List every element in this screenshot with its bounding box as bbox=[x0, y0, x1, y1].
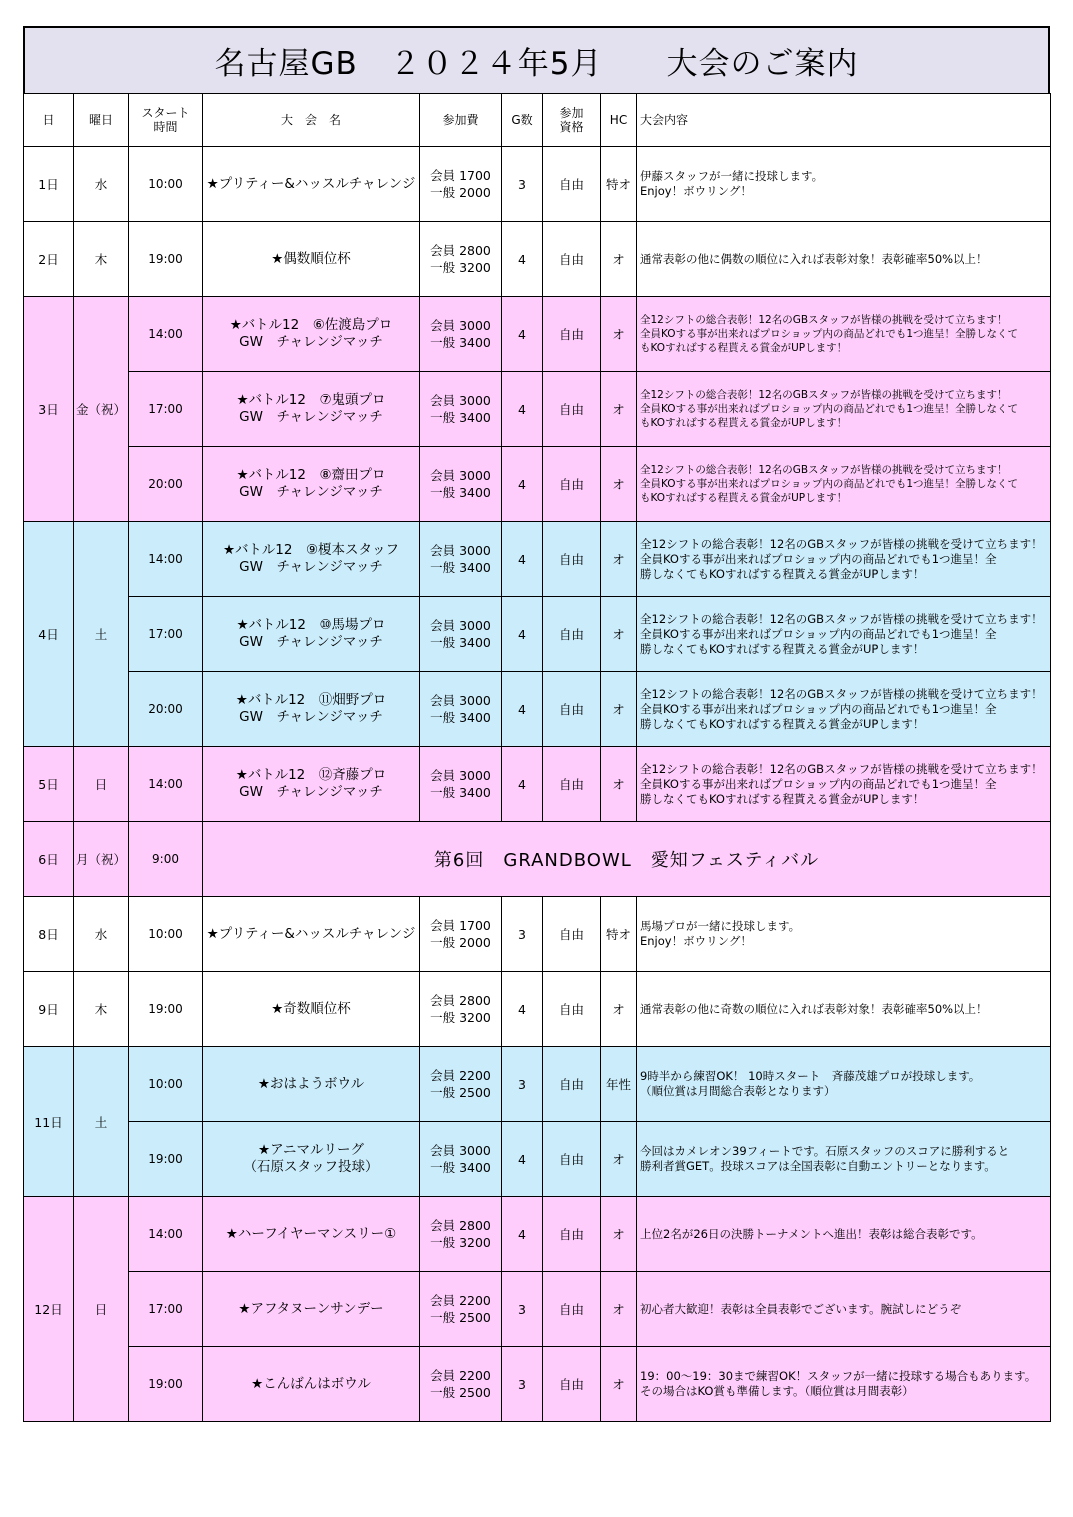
fee-cell bbox=[420, 222, 502, 297]
description-line: 全員KOする事が出来ればプロショップ内の商品どれでも1つ進呈！全 bbox=[640, 701, 997, 716]
hc-cell: オ bbox=[601, 972, 637, 1047]
description-line: 勝しなくてもKOすればする程貰える賞金がUPします！ bbox=[640, 716, 925, 731]
qualification-cell: 自由 bbox=[543, 597, 601, 672]
description-line: 全12シフトの総合表彰！12名のGBスタッフが皆様の挑戦を受けて立ちます！ bbox=[640, 314, 1008, 326]
start-time-cell: 10:00 bbox=[129, 897, 203, 972]
description-cell bbox=[637, 1047, 1051, 1122]
description-line: Enjoy！ボウリング！ bbox=[640, 184, 752, 198]
tournament-name-line2: GW チャレンジマッチ bbox=[239, 559, 383, 575]
member-fee: 会員 3000 bbox=[430, 543, 491, 558]
table-row bbox=[24, 1272, 1051, 1347]
tournament-name-cell bbox=[203, 522, 420, 597]
tournament-name-line1: ★バトル12 ⑦鬼頭プロ bbox=[236, 392, 386, 408]
weekday-cell: 水 bbox=[74, 147, 129, 222]
member-fee: 会員 2800 bbox=[430, 243, 491, 258]
tournament-name-line1: ★ハーフイヤーマンスリー① bbox=[225, 1225, 397, 1242]
fee-cell bbox=[420, 672, 502, 747]
general-fee: 一般 3400 bbox=[430, 785, 491, 800]
description-cell bbox=[637, 522, 1051, 597]
start-time-cell: 20:00 bbox=[129, 672, 203, 747]
general-fee: 一般 3200 bbox=[430, 1235, 491, 1250]
day-cell: 1日 bbox=[24, 147, 74, 222]
fee-cell bbox=[420, 1347, 502, 1422]
day-cell: 4日 bbox=[24, 522, 74, 747]
games-cell: 3 bbox=[502, 1272, 543, 1347]
description-cell bbox=[637, 222, 1051, 297]
description-cell bbox=[637, 597, 1051, 672]
tournament-name-cell bbox=[203, 297, 420, 372]
games-cell: 4 bbox=[502, 1122, 543, 1197]
qualification-cell: 自由 bbox=[543, 1122, 601, 1197]
page-title: 名古屋GB ２０２４年5月 大会のご案内 bbox=[23, 26, 1050, 95]
tournament-name-line1: ★バトル12 ⑧齋田プロ bbox=[236, 467, 386, 483]
description-line: 全12シフトの総合表彰！12名のGBスタッフが皆様の挑戦を受けて立ちます！ bbox=[640, 611, 1043, 626]
table-row bbox=[24, 297, 1051, 372]
tournament-name-line1: ★バトル12 ⑩馬場プロ bbox=[236, 617, 386, 633]
description-cell bbox=[637, 297, 1051, 372]
member-fee: 会員 1700 bbox=[430, 168, 491, 183]
schedule-sheet bbox=[23, 26, 1050, 1422]
description-cell bbox=[637, 1122, 1051, 1197]
qualification-cell: 自由 bbox=[543, 672, 601, 747]
description-cell bbox=[637, 747, 1051, 822]
table-row bbox=[24, 447, 1051, 522]
description-line: 上位2名が26日の決勝トーナメントへ進出！表彰は総合表彰です。 bbox=[640, 1226, 983, 1241]
table-row bbox=[24, 747, 1051, 822]
description-line: 勝しなくてもKOすればする程貰える賞金がUPします！ bbox=[640, 791, 925, 806]
games-cell: 4 bbox=[502, 747, 543, 822]
qualification-cell: 自由 bbox=[543, 222, 601, 297]
day-cell: 9日 bbox=[24, 972, 74, 1047]
header-day: 日 bbox=[24, 94, 74, 147]
weekday-cell: 金（祝） bbox=[74, 297, 129, 522]
start-time-cell: 14:00 bbox=[129, 522, 203, 597]
table-row bbox=[24, 1122, 1051, 1197]
fee-cell bbox=[420, 972, 502, 1047]
tournament-name-cell bbox=[203, 747, 420, 822]
member-fee: 会員 2200 bbox=[430, 1293, 491, 1308]
tournament-name-cell bbox=[203, 597, 420, 672]
fee-cell bbox=[420, 447, 502, 522]
general-fee: 一般 3400 bbox=[430, 635, 491, 650]
tournament-name-line2: GW チャレンジマッチ bbox=[239, 334, 383, 350]
weekday-cell: 土 bbox=[74, 522, 129, 747]
description-cell bbox=[637, 672, 1051, 747]
description-cell bbox=[637, 447, 1051, 522]
tournament-name-line1: ★こんばんはボウル bbox=[251, 1375, 371, 1392]
description-line: 全12シフトの総合表彰！12名のGBスタッフが皆様の挑戦を受けて立ちます！ bbox=[640, 464, 1008, 476]
general-fee: 一般 3400 bbox=[430, 485, 491, 500]
start-time-cell: 19:00 bbox=[129, 222, 203, 297]
tournament-name-cell bbox=[203, 147, 420, 222]
fee-cell bbox=[420, 1272, 502, 1347]
description-line: もKOすればする程貰える賞金がUPします！ bbox=[640, 417, 848, 429]
start-time-cell: 19:00 bbox=[129, 1347, 203, 1422]
header-row bbox=[24, 94, 1051, 147]
fee-cell bbox=[420, 747, 502, 822]
start-time-cell: 17:00 bbox=[129, 372, 203, 447]
hc-cell: オ bbox=[601, 672, 637, 747]
day-cell: 5日 bbox=[24, 747, 74, 822]
day-cell: 2日 bbox=[24, 222, 74, 297]
member-fee: 会員 3000 bbox=[430, 693, 491, 708]
qualification-cell: 自由 bbox=[543, 1347, 601, 1422]
description-line: 9時半から練習OK！ 10時スタート 斉藤茂雄プロが投球します。 bbox=[640, 1069, 981, 1083]
general-fee: 一般 2000 bbox=[430, 185, 491, 200]
header-qualification: 参加 資格 bbox=[543, 94, 601, 147]
tournament-name-line1: ★バトル12 ⑫斉藤プロ bbox=[235, 767, 387, 783]
description-line: 通常表彰の他に奇数の順位に入れば表彰対象！表彰確率50%以上！ bbox=[640, 1001, 988, 1016]
hc-cell: オ bbox=[601, 222, 637, 297]
header-name: 大 会 名 bbox=[203, 94, 420, 147]
tournament-name-cell bbox=[203, 1197, 420, 1272]
table-row bbox=[24, 222, 1051, 297]
start-time-cell: 19:00 bbox=[129, 1122, 203, 1197]
fee-cell bbox=[420, 297, 502, 372]
description-cell bbox=[637, 1197, 1051, 1272]
description-cell bbox=[637, 372, 1051, 447]
member-fee: 会員 3000 bbox=[430, 318, 491, 333]
general-fee: 一般 3400 bbox=[430, 560, 491, 575]
start-time-cell: 17:00 bbox=[129, 1272, 203, 1347]
table-row bbox=[24, 147, 1051, 222]
tournament-name-cell bbox=[203, 972, 420, 1047]
tournament-name-line1: ★偶数順位杯 bbox=[271, 250, 351, 267]
description-line: Enjoy！ボウリング！ bbox=[640, 934, 752, 948]
start-time-cell: 17:00 bbox=[129, 597, 203, 672]
description-line: 全12シフトの総合表彰！12名のGBスタッフが皆様の挑戦を受けて立ちます！ bbox=[640, 389, 1008, 401]
fee-cell bbox=[420, 1197, 502, 1272]
header-fee: 参加費 bbox=[420, 94, 502, 147]
table-row bbox=[24, 1047, 1051, 1122]
weekday-cell: 土 bbox=[74, 1047, 129, 1197]
start-time-cell: 10:00 bbox=[129, 1047, 203, 1122]
table-row bbox=[24, 1347, 1051, 1422]
hc-cell: オ bbox=[601, 522, 637, 597]
description-line: 全員KOする事が出来ればプロショップ内の商品どれでも1つ進呈！全 bbox=[640, 551, 997, 566]
hc-cell: オ bbox=[601, 597, 637, 672]
games-cell: 3 bbox=[502, 1047, 543, 1122]
games-cell: 4 bbox=[502, 1197, 543, 1272]
day-cell: 6日 bbox=[24, 822, 74, 897]
start-time-cell: 20:00 bbox=[129, 447, 203, 522]
description-line: （順位賞は月間総合表彰となります） bbox=[640, 1084, 836, 1098]
description-cell bbox=[637, 147, 1051, 222]
hc-cell: オ bbox=[601, 1122, 637, 1197]
general-fee: 一般 3200 bbox=[430, 260, 491, 275]
description-line: もKOすればする程貰える賞金がUPします！ bbox=[640, 342, 848, 354]
table-row bbox=[24, 672, 1051, 747]
qualification-cell: 自由 bbox=[543, 1197, 601, 1272]
header-hc: HC bbox=[601, 94, 637, 147]
fee-cell bbox=[420, 1122, 502, 1197]
member-fee: 会員 3000 bbox=[430, 393, 491, 408]
general-fee: 一般 2000 bbox=[430, 935, 491, 950]
tournament-name-line1: ★プリティー&ハッスルチャレンジ bbox=[206, 925, 416, 942]
tournament-name-line1: ★アフタヌーンサンデー bbox=[238, 1300, 384, 1317]
games-cell: 4 bbox=[502, 297, 543, 372]
description-line: 全12シフトの総合表彰！12名のGBスタッフが皆様の挑戦を受けて立ちます！ bbox=[640, 761, 1043, 776]
tournament-name-line1: ★バトル12 ⑨榎本スタッフ bbox=[222, 542, 400, 558]
description-line: 伊藤スタッフが一緒に投球します。 bbox=[640, 169, 824, 183]
description-line: 通常表彰の他に偶数の順位に入れば表彰対象！表彰確率50%以上！ bbox=[640, 251, 988, 266]
member-fee: 会員 3000 bbox=[430, 768, 491, 783]
games-cell: 4 bbox=[502, 672, 543, 747]
tournament-name-line2: GW チャレンジマッチ bbox=[239, 634, 383, 650]
description-line: 全員KOする事が出来ればプロショップ内の商品どれでも1つ進呈！全勝しなくて bbox=[640, 328, 1019, 340]
games-cell: 3 bbox=[502, 897, 543, 972]
weekday-cell: 木 bbox=[74, 222, 129, 297]
hc-cell: オ bbox=[601, 747, 637, 822]
start-time-cell: 14:00 bbox=[129, 297, 203, 372]
table-row bbox=[24, 972, 1051, 1047]
description-line: 勝しなくてもKOすればする程貰える賞金がUPします！ bbox=[640, 566, 925, 581]
member-fee: 会員 3000 bbox=[430, 1143, 491, 1158]
general-fee: 一般 2500 bbox=[430, 1085, 491, 1100]
weekday-cell: 日 bbox=[74, 1197, 129, 1422]
description-line: 全員KOする事が出来ればプロショップ内の商品どれでも1つ進呈！全 bbox=[640, 626, 997, 641]
hc-cell: オ bbox=[601, 1272, 637, 1347]
event-cell: 第6回 GRANDBOWL 愛知フェスティバル bbox=[203, 822, 1051, 897]
hc-cell: 特オ bbox=[601, 147, 637, 222]
general-fee: 一般 2500 bbox=[430, 1310, 491, 1325]
tournament-name-cell bbox=[203, 447, 420, 522]
weekday-cell: 木 bbox=[74, 972, 129, 1047]
description-line: 全12シフトの総合表彰！12名のGBスタッフが皆様の挑戦を受けて立ちます！ bbox=[640, 686, 1043, 701]
description-line: 勝利者賞GET。投球スコアは全国表彰に自動エントリーとなります。 bbox=[640, 1159, 996, 1173]
tournament-name-cell bbox=[203, 1347, 420, 1422]
general-fee: 一般 3400 bbox=[430, 335, 491, 350]
member-fee: 会員 2800 bbox=[430, 993, 491, 1008]
day-cell: 3日 bbox=[24, 297, 74, 522]
start-time-cell: 10:00 bbox=[129, 147, 203, 222]
day-cell: 12日 bbox=[24, 1197, 74, 1422]
tournament-name-line2: GW チャレンジマッチ bbox=[239, 484, 383, 500]
general-fee: 一般 3400 bbox=[430, 410, 491, 425]
start-time-cell: 19:00 bbox=[129, 972, 203, 1047]
table-row bbox=[24, 1197, 1051, 1272]
day-cell: 11日 bbox=[24, 1047, 74, 1197]
tournament-name-cell bbox=[203, 1047, 420, 1122]
tournament-name-cell bbox=[203, 372, 420, 447]
general-fee: 一般 3400 bbox=[430, 710, 491, 725]
hc-cell: オ bbox=[601, 1347, 637, 1422]
tournament-name-line2: GW チャレンジマッチ bbox=[239, 409, 383, 425]
hc-cell: オ bbox=[601, 372, 637, 447]
qualification-cell: 自由 bbox=[543, 522, 601, 597]
games-cell: 4 bbox=[502, 522, 543, 597]
qualification-cell: 自由 bbox=[543, 372, 601, 447]
tournament-name-cell bbox=[203, 897, 420, 972]
general-fee: 一般 3400 bbox=[430, 1160, 491, 1175]
hc-cell: オ bbox=[601, 297, 637, 372]
tournament-name-line1: ★アニマルリーグ bbox=[258, 1142, 364, 1158]
fee-cell bbox=[420, 1047, 502, 1122]
hc-cell: オ bbox=[601, 447, 637, 522]
member-fee: 会員 2200 bbox=[430, 1368, 491, 1383]
tournament-name-line1: ★奇数順位杯 bbox=[271, 1000, 351, 1017]
tournament-name-line2: GW チャレンジマッチ bbox=[239, 784, 383, 800]
member-fee: 会員 3000 bbox=[430, 618, 491, 633]
member-fee: 会員 2800 bbox=[430, 1218, 491, 1233]
fee-cell bbox=[420, 147, 502, 222]
qualification-cell: 自由 bbox=[543, 1272, 601, 1347]
hc-cell: オ bbox=[601, 1197, 637, 1272]
description-line: 19：00～19：30まで練習OK！スタッフが一緒に投球する場合もあります。 bbox=[640, 1369, 1037, 1383]
member-fee: 会員 3000 bbox=[430, 468, 491, 483]
header-start-time: スタート 時間 bbox=[129, 94, 203, 147]
header-weekday: 曜日 bbox=[74, 94, 129, 147]
start-time-cell: 9:00 bbox=[129, 822, 203, 897]
description-line: 全12シフトの総合表彰！12名のGBスタッフが皆様の挑戦を受けて立ちます！ bbox=[640, 536, 1043, 551]
description-line: 全員KOする事が出来ればプロショップ内の商品どれでも1つ進呈！全勝しなくて bbox=[640, 478, 1019, 490]
games-cell: 3 bbox=[502, 1347, 543, 1422]
start-time-cell: 14:00 bbox=[129, 1197, 203, 1272]
games-cell: 4 bbox=[502, 972, 543, 1047]
tournament-name-line1: ★おはようボウル bbox=[257, 1075, 365, 1092]
description-cell bbox=[637, 1347, 1051, 1422]
games-cell: 4 bbox=[502, 597, 543, 672]
table-row bbox=[24, 522, 1051, 597]
description-cell bbox=[637, 972, 1051, 1047]
tournament-name-line2: （石原スタッフ投球） bbox=[243, 1159, 379, 1175]
tournament-table bbox=[23, 93, 1051, 1422]
tournament-name-line1: ★バトル12 ⑥佐渡島プロ bbox=[229, 317, 393, 333]
member-fee: 会員 1700 bbox=[430, 918, 491, 933]
tournament-name-cell bbox=[203, 1122, 420, 1197]
description-line: 初心者大歓迎！表彰は全員表彰でございます。腕試しにどうぞ bbox=[640, 1301, 962, 1316]
table-row bbox=[24, 822, 1051, 897]
description-line: 全員KOする事が出来ればプロショップ内の商品どれでも1つ進呈！全勝しなくて bbox=[640, 403, 1019, 415]
weekday-cell: 月（祝） bbox=[74, 822, 129, 897]
description-line: 全員KOする事が出来ればプロショップ内の商品どれでも1つ進呈！全 bbox=[640, 776, 997, 791]
qualification-cell: 自由 bbox=[543, 897, 601, 972]
qualification-cell: 自由 bbox=[543, 447, 601, 522]
hc-cell: 年性 bbox=[601, 1047, 637, 1122]
member-fee: 会員 2200 bbox=[430, 1068, 491, 1083]
table-row bbox=[24, 897, 1051, 972]
games-cell: 3 bbox=[502, 147, 543, 222]
weekday-cell: 日 bbox=[74, 747, 129, 822]
qualification-cell: 自由 bbox=[543, 1047, 601, 1122]
fee-cell bbox=[420, 372, 502, 447]
general-fee: 一般 2500 bbox=[430, 1385, 491, 1400]
description-line: 勝しなくてもKOすればする程貰える賞金がUPします！ bbox=[640, 641, 925, 656]
qualification-cell: 自由 bbox=[543, 297, 601, 372]
day-cell: 8日 bbox=[24, 897, 74, 972]
tournament-name-line2: GW チャレンジマッチ bbox=[239, 709, 383, 725]
description-line: 馬場プロが一緒に投球します。 bbox=[640, 919, 801, 933]
tournament-name-cell bbox=[203, 222, 420, 297]
tournament-name-cell bbox=[203, 1272, 420, 1347]
weekday-cell: 水 bbox=[74, 897, 129, 972]
table-row bbox=[24, 372, 1051, 447]
description-line: その場合はKO賞も準備します。（順位賞は月間表彰） bbox=[640, 1384, 914, 1398]
description-cell bbox=[637, 1272, 1051, 1347]
qualification-cell: 自由 bbox=[543, 747, 601, 822]
description-line: もKOすればする程貰える賞金がUPします！ bbox=[640, 492, 848, 504]
games-cell: 4 bbox=[502, 372, 543, 447]
qualification-cell: 自由 bbox=[543, 147, 601, 222]
qualification-cell: 自由 bbox=[543, 972, 601, 1047]
table-row bbox=[24, 597, 1051, 672]
header-description: 大会内容 bbox=[637, 94, 1051, 147]
fee-cell bbox=[420, 597, 502, 672]
header-games: G数 bbox=[502, 94, 543, 147]
start-time-cell: 14:00 bbox=[129, 747, 203, 822]
fee-cell bbox=[420, 522, 502, 597]
games-cell: 4 bbox=[502, 447, 543, 522]
description-line: 今回はカメレオン39フィートです。石原スタッフのスコアに勝利すると bbox=[640, 1144, 1010, 1158]
hc-cell: 特オ bbox=[601, 897, 637, 972]
tournament-name-line1: ★プリティー&ハッスルチャレンジ bbox=[206, 175, 416, 192]
games-cell: 4 bbox=[502, 222, 543, 297]
tournament-name-line1: ★バトル12 ⑪畑野プロ bbox=[235, 692, 387, 708]
fee-cell bbox=[420, 897, 502, 972]
description-cell bbox=[637, 897, 1051, 972]
general-fee: 一般 3200 bbox=[430, 1010, 491, 1025]
tournament-name-cell bbox=[203, 672, 420, 747]
